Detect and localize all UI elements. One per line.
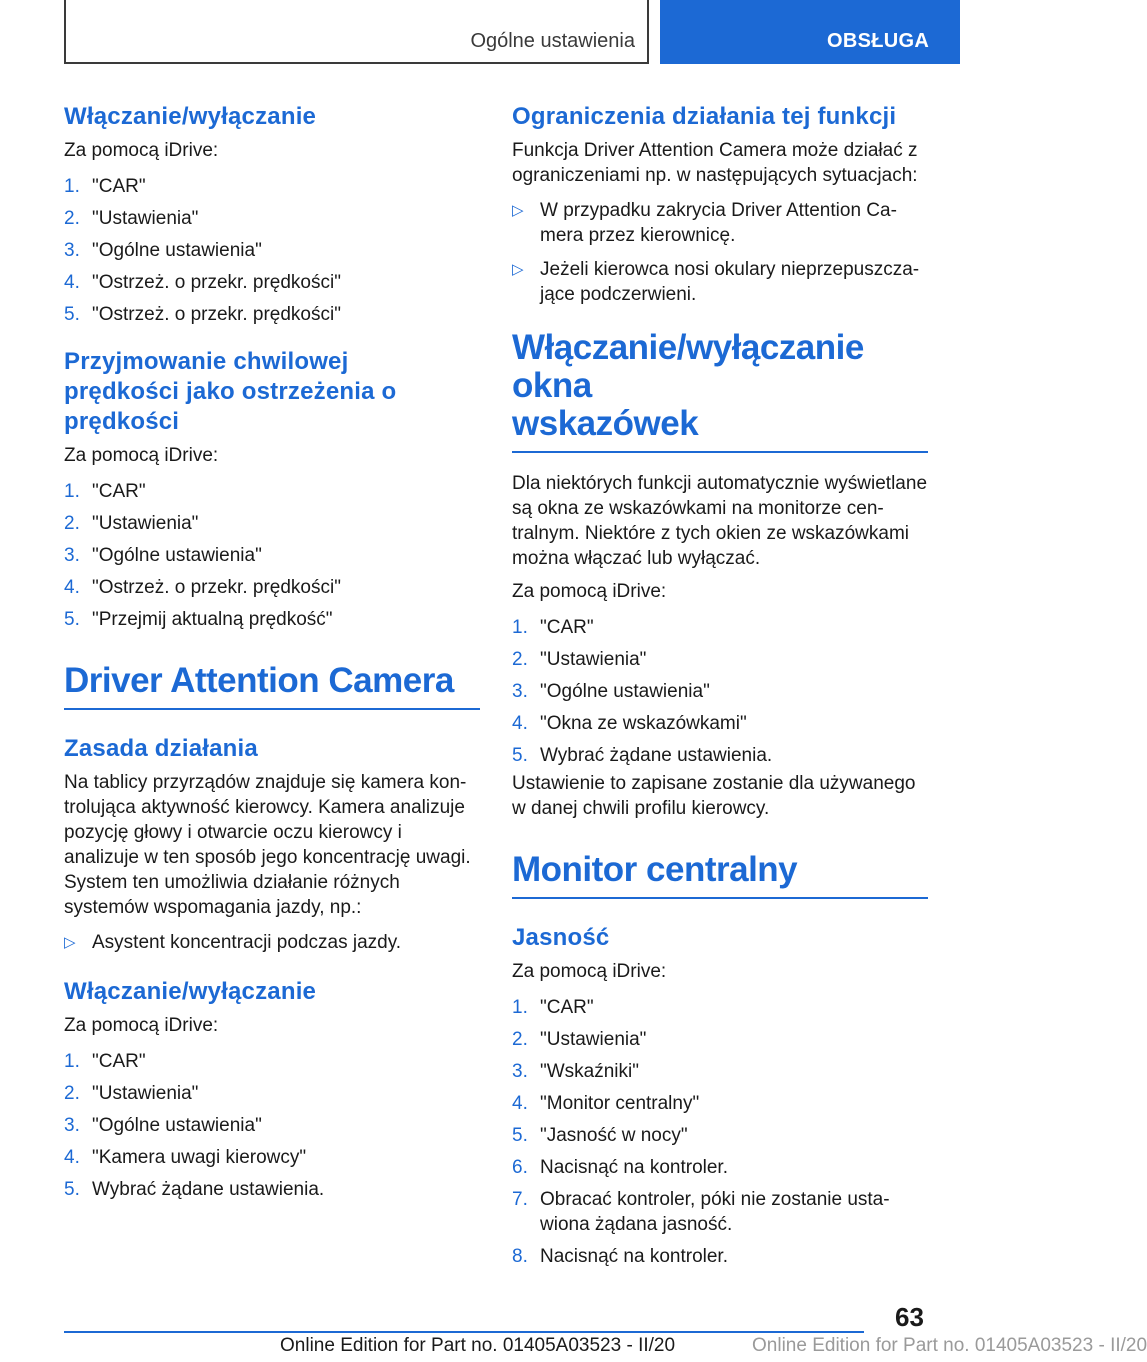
section-principle <box>64 734 480 955</box>
bullet-item <box>512 257 928 307</box>
section-heading <box>64 347 480 437</box>
step-text: "Przejmij aktualną prędkość" <box>92 609 333 630</box>
step-item <box>64 1145 480 1170</box>
section-accept-speed <box>64 347 480 632</box>
bullet-list <box>512 198 928 307</box>
step-list <box>64 1049 480 1202</box>
step-text: "CAR" <box>540 997 594 1018</box>
footer-divider <box>64 1331 864 1333</box>
step-text: "Okna ze wskazówkami" <box>540 713 747 734</box>
step-number: 1. <box>64 481 80 502</box>
step-item <box>512 1155 928 1180</box>
bullet-list <box>64 930 480 955</box>
bullet-text: W przypadku zakrycia Driver Attention Camera przez kierownicę. <box>540 200 897 246</box>
right-column <box>512 102 928 1276</box>
step-number: 7. <box>512 1189 528 1210</box>
step-number: 2. <box>64 208 80 229</box>
step-number: 1. <box>512 997 528 1018</box>
section-title: Ogólne ustawienia <box>470 30 635 52</box>
step-number: 1. <box>512 617 528 638</box>
step-item <box>64 511 480 536</box>
step-number: 2. <box>512 1029 528 1050</box>
step-item <box>512 1123 928 1148</box>
step-item <box>64 543 480 568</box>
chapter-tab-label: OBSŁUGA <box>827 30 930 52</box>
step-number: 3. <box>512 681 528 702</box>
step-text: "Ustawienia" <box>540 1029 647 1050</box>
step-list <box>512 995 928 1269</box>
step-item <box>64 174 480 199</box>
step-number: 6. <box>512 1157 528 1178</box>
step-text: "Ustawienia" <box>92 513 199 534</box>
step-text: "Ustawienia" <box>540 649 647 670</box>
step-text: "Ostrzeż. o przekr. prędkości" <box>92 577 341 598</box>
step-text: "Jasność w nocy" <box>540 1125 688 1146</box>
step-text: "Ostrzeż. o przekr. prędkości" <box>92 272 341 293</box>
step-number: 3. <box>64 1115 80 1136</box>
step-text: Wybrać żądane ustawienia. <box>540 745 773 766</box>
step-text: Wybrać żądane ustawienia. <box>92 1179 325 1200</box>
intro-text: Za pomocą iDrive: <box>512 961 667 982</box>
step-number: 4. <box>512 1093 528 1114</box>
bullet-triangle-icon: ▷ <box>512 261 524 278</box>
step-number: 4. <box>64 272 80 293</box>
body-text: Dla niektórych funkcji automatycznie wyświetlane są okna ze wskazówkami na monitorze centralnym. Niektóre z tych okien ze wskazówkami można włączać lub wyłączać. <box>512 473 928 569</box>
step-text: Obracać kontroler, póki nie zostanie ustawiona żądana jasność. <box>540 1189 890 1235</box>
intro-text: Za pomocą iDrive: <box>64 445 219 466</box>
step-item <box>512 647 928 672</box>
body-text: Funkcja Driver Attention Camera może działać z ograniczeniami np. w następujących sytuacjach: <box>512 140 918 186</box>
step-number: 5. <box>64 609 80 630</box>
step-item <box>64 238 480 263</box>
step-text: "Ostrzeż. o przekr. prędkości" <box>92 304 341 325</box>
section-hint-windows <box>512 471 928 821</box>
bullet-triangle-icon: ▷ <box>512 202 524 219</box>
chapter-heading-driver-attention-camera: Driver Attention Camera <box>64 662 480 710</box>
step-item <box>512 1059 928 1084</box>
step-number: 2. <box>512 649 528 670</box>
step-text: "Ustawienia" <box>92 208 199 229</box>
step-text: "Kamera uwagi kierowcy" <box>92 1147 307 1168</box>
step-text: "CAR" <box>92 1051 146 1072</box>
left-column <box>64 102 480 1209</box>
step-number: 4. <box>64 1147 80 1168</box>
step-number: 1. <box>64 1051 80 1072</box>
bullet-item <box>512 198 928 248</box>
header-section-box <box>64 0 649 64</box>
bullet-item <box>64 930 480 955</box>
step-item <box>512 1244 928 1269</box>
step-item <box>64 270 480 295</box>
section-heading: Jasność <box>512 924 610 951</box>
step-text: "Ustawienia" <box>92 1083 199 1104</box>
intro-text: Za pomocą iDrive: <box>64 140 219 161</box>
step-number: 1. <box>64 176 80 197</box>
step-item <box>512 1187 928 1237</box>
section-limitations <box>512 102 928 307</box>
step-item <box>512 995 928 1020</box>
step-text: "Monitor centralny" <box>540 1093 700 1114</box>
intro-text: Za pomocą iDrive: <box>512 581 667 602</box>
step-text: "Ogólne ustawienia" <box>92 240 262 261</box>
bullet-triangle-icon: ▷ <box>64 934 76 951</box>
step-item <box>512 1091 928 1116</box>
step-item <box>64 1113 480 1138</box>
step-number: 5. <box>512 1125 528 1146</box>
step-item <box>64 1049 480 1074</box>
step-text: "Wskaźniki" <box>540 1061 639 1082</box>
heading-line: wskazówek <box>512 404 699 443</box>
chapter-heading-central-monitor: Monitor centralny <box>512 851 928 899</box>
step-text: "CAR" <box>540 617 594 638</box>
bullet-text: Asystent koncentracji podczas jazdy. <box>92 932 402 953</box>
step-text: "CAR" <box>92 176 146 197</box>
step-item <box>64 1177 480 1202</box>
step-list <box>512 615 928 768</box>
heading-line: Przyjmowanie chwilowej <box>64 348 349 375</box>
step-number: 5. <box>64 1179 80 1200</box>
step-number: 3. <box>64 240 80 261</box>
step-item <box>512 679 928 704</box>
step-number: 2. <box>64 1083 80 1104</box>
intro-text: Za pomocą iDrive: <box>64 1015 219 1036</box>
step-number: 8. <box>512 1246 528 1267</box>
section-heading: Zasada działania <box>64 735 258 762</box>
heading-line: prędkości jako ostrzeżenia o <box>64 378 397 405</box>
step-text: "Ogólne ustawienia" <box>92 1115 262 1136</box>
step-item <box>64 302 480 327</box>
footer-watermark: Online Edition for Part no. 01405A03523 - II/20 <box>752 1335 1147 1356</box>
page-number: 63 <box>895 1302 924 1332</box>
step-number: 5. <box>512 745 528 766</box>
section-onoff-warning <box>64 102 480 327</box>
step-item <box>64 607 480 632</box>
heading-line: prędkości <box>64 408 180 435</box>
section-brightness <box>512 923 928 1269</box>
step-number: 2. <box>64 513 80 534</box>
step-text: "Ogólne ustawienia" <box>540 681 710 702</box>
step-item <box>512 1027 928 1052</box>
step-number: 3. <box>64 545 80 566</box>
body-text: Na tablicy przyrządów znajduje się kamera kontrolująca aktywność kierowcy. Kamera analizuje pozycję głowy i otwarcie oczu kierowcy i analizuje w ten sposób jego koncentrację uwagi. System ten umożliwia działanie różnych systemów wspomagania jazdy, np.: <box>64 772 471 918</box>
body-text: Ustawienie to zapisane zostanie dla używanego w danej chwili profilu kierowcy. <box>512 773 916 819</box>
step-text: "CAR" <box>92 481 146 502</box>
section-onoff-camera <box>64 977 480 1202</box>
step-item <box>64 575 480 600</box>
step-number: 3. <box>512 1061 528 1082</box>
step-number: 5. <box>64 304 80 325</box>
step-number: 4. <box>512 713 528 734</box>
step-item <box>512 615 928 640</box>
section-heading: Ograniczenia działania tej funkcji <box>512 103 897 130</box>
footer-edition: Online Edition for Part no. 01405A03523 - II/20 <box>280 1335 676 1356</box>
step-item <box>512 711 928 736</box>
step-text: Nacisnąć na kontroler. <box>540 1246 728 1267</box>
step-item <box>64 206 480 231</box>
step-item <box>512 743 928 768</box>
step-number: 4. <box>64 577 80 598</box>
step-item <box>64 1081 480 1106</box>
step-text: "Ogólne ustawienia" <box>92 545 262 566</box>
step-list <box>64 479 480 632</box>
step-item <box>64 479 480 504</box>
chapter-tab[interactable] <box>660 0 960 64</box>
section-heading: Włączanie/wyłączanie <box>64 103 317 130</box>
chapter-heading-hint-windows <box>512 329 928 453</box>
step-list <box>64 174 480 327</box>
step-text: Nacisnąć na kontroler. <box>540 1157 728 1178</box>
bullet-text: Jeżeli kierowca nosi okulary nieprzepuszczające podczerwieni. <box>540 259 920 305</box>
section-heading: Włączanie/wyłączanie <box>64 978 317 1005</box>
heading-line: Włączanie/wyłączanie okna <box>512 328 864 405</box>
